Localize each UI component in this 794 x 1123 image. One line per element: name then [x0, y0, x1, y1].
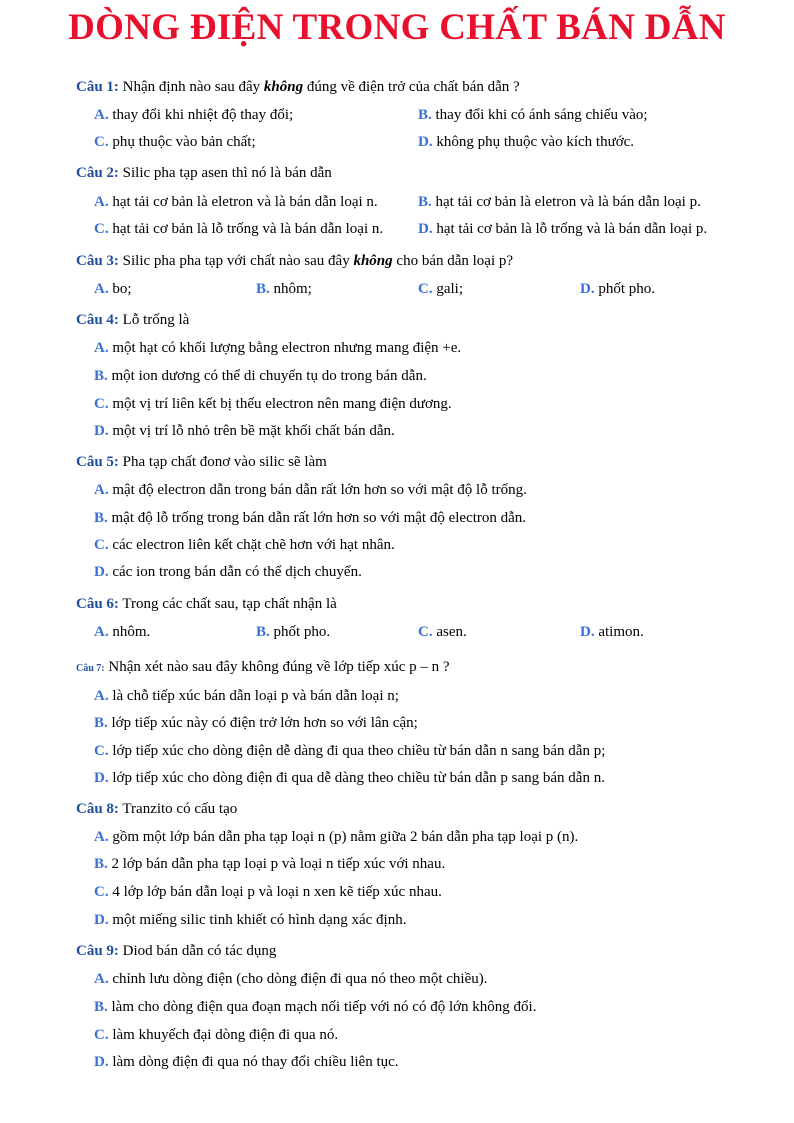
option-text: gali; [432, 281, 464, 297]
option-text: 2 lớp bán dẫn pha tạp loại p và loại n tiếp xúc với nhau. [107, 856, 446, 872]
option-d [94, 562, 362, 582]
question-text: Tranzito có cấu tạo [118, 801, 238, 817]
option-c [418, 279, 463, 299]
option-c [94, 394, 452, 414]
option-letter: D. [94, 770, 109, 786]
option-text: lớp tiếp xúc cho dòng điện đi qua dễ dàng theo chiều từ bán dẫn p sang bán dẫn n. [108, 770, 605, 786]
option-letter: C. [94, 221, 109, 237]
option-b [94, 854, 445, 874]
option-text: asen. [432, 624, 467, 640]
option-letter: C. [94, 396, 109, 412]
option-text: lớp tiếp xúc này có điện trở lớn hơn so với lân cận; [107, 715, 418, 731]
option-c [94, 1025, 338, 1045]
option-b [256, 622, 330, 642]
option-letter: A. [94, 281, 109, 297]
option-text: atimon. [594, 624, 644, 640]
option-c [418, 622, 467, 642]
option-text: bo; [108, 281, 132, 297]
question-label: Câu 3: [76, 253, 119, 269]
question-9 [76, 941, 276, 961]
option-letter: D. [418, 134, 433, 150]
option-letter: B. [418, 194, 432, 210]
option-letter: B. [94, 715, 108, 731]
option-letter: A. [94, 482, 109, 498]
option-b [94, 508, 526, 528]
option-letter: D. [94, 912, 109, 928]
option-letter: A. [94, 688, 109, 704]
option-letter: C. [94, 134, 109, 150]
option-letter: D. [580, 624, 595, 640]
option-a [94, 827, 578, 847]
option-text: một miếng silic tinh khiết có hình dạng xác định. [108, 912, 407, 928]
option-c [94, 132, 256, 152]
option-text: thay đổi khi có ánh sáng chiếu vào; [431, 107, 648, 123]
question-emphasis: không [263, 79, 304, 95]
option-letter: B. [94, 510, 108, 526]
option-text: hạt tải cơ bản là lỗ trống và là bán dẫn loại p. [432, 221, 708, 237]
question-2 [76, 163, 332, 183]
question-text: Pha tạp chất đonơ vào silic sẽ làm [118, 454, 327, 470]
option-letter: B. [256, 281, 270, 297]
option-letter: B. [256, 624, 270, 640]
question-label: Câu 7: [76, 663, 105, 674]
option-letter: A. [94, 194, 109, 210]
option-text: một ion dương có thể di chuyển tụ do trong bán dẫn. [107, 368, 427, 384]
option-c [94, 882, 442, 902]
option-c [94, 741, 605, 761]
option-letter: B. [94, 999, 108, 1015]
question-8 [76, 799, 237, 819]
option-text: là chỗ tiếp xúc bán dẫn loại p và bán dẫn loại n; [108, 688, 399, 704]
question-text: Nhận xét nào sau đây không đúng về lớp tiếp xúc p – n ? [104, 659, 450, 675]
question-text: đúng về điện trở của chất bán dẫn ? [303, 79, 520, 95]
option-letter: D. [94, 564, 109, 580]
question-label: Câu 6: [76, 596, 119, 612]
question-1 [76, 77, 520, 97]
option-text: phốt pho. [594, 281, 656, 297]
option-text: hạt tải cơ bản là eletron và là bán dẫn loại p. [431, 194, 701, 210]
question-text: cho bán dẫn loại p? [392, 253, 514, 269]
option-d [94, 421, 395, 441]
option-b [418, 105, 648, 125]
option-letter: D. [94, 1054, 109, 1070]
option-b [94, 713, 418, 733]
question-4 [76, 310, 189, 330]
option-c [94, 219, 383, 239]
option-d [580, 622, 644, 642]
question-label: Câu 9: [76, 943, 119, 959]
option-letter: C. [94, 743, 109, 759]
option-text: phụ thuộc vào bản chất; [108, 134, 256, 150]
option-letter: A. [94, 107, 109, 123]
option-c [94, 535, 395, 555]
option-text: 4 lớp lớp bán dẫn loại p và loại n xen kẽ tiếp xúc nhau. [108, 884, 442, 900]
option-d [94, 1052, 399, 1072]
option-text: làm khuyếch đại dòng điện đi qua nó. [108, 1027, 339, 1043]
option-letter: A. [94, 624, 109, 640]
option-letter: C. [418, 281, 433, 297]
option-text: lớp tiếp xúc cho dòng điện dễ dàng đi qua theo chiều từ bán dẫn n sang bán dẫn p; [108, 743, 606, 759]
option-a [94, 105, 293, 125]
option-text: một vị trí liên kết bị thếu electron nên mang điện dương. [108, 396, 452, 412]
option-b [94, 366, 427, 386]
option-a [94, 480, 527, 500]
question-text: Nhận định nào sau đây [118, 79, 264, 95]
option-letter: B. [94, 856, 108, 872]
option-letter: A. [94, 971, 109, 987]
page-title: DÒNG ĐIỆN TRONG CHẤT BÁN DẪN [68, 7, 726, 48]
question-text: Silic pha pha tạp với chất nào sau đây [118, 253, 354, 269]
question-text: Silic pha tạp asen thì nó là bán dẫn [118, 165, 332, 181]
option-d [94, 910, 406, 930]
option-d [418, 219, 707, 239]
option-text: các electron liên kết chặt chẽ hơn với hạt nhân. [108, 537, 395, 553]
question-label: Câu 8: [76, 801, 119, 817]
option-d [580, 279, 655, 299]
option-text: nhôm. [108, 624, 151, 640]
option-text: không phụ thuộc vào kích thước. [432, 134, 635, 150]
question-6 [76, 594, 337, 614]
question-3 [76, 251, 513, 271]
option-d [418, 132, 634, 152]
option-letter: A. [94, 829, 109, 845]
option-letter: C. [94, 884, 109, 900]
option-text: chỉnh lưu dòng điện (cho dòng điện đi qua nó theo một chiều). [108, 971, 488, 987]
option-a [94, 622, 150, 642]
question-7 [76, 657, 450, 679]
question-emphasis: không [353, 253, 393, 269]
option-b [256, 279, 312, 299]
option-b [94, 997, 536, 1017]
option-a [94, 969, 487, 989]
option-text: một hạt có khối lượng bằng electron nhưng mang điện +e. [108, 340, 462, 356]
option-a [94, 192, 378, 212]
option-text: gồm một lớp bán dẫn pha tạp loại n (p) nằm giữa 2 bán dẫn pha tạp loại p (n). [108, 829, 579, 845]
option-text: mật độ lỗ trống trong bán dẫn rất lớn hơn so với mật độ electron dẫn. [107, 510, 527, 526]
option-text: nhôm; [269, 281, 312, 297]
option-b [418, 192, 701, 212]
question-label: Câu 1: [76, 79, 119, 95]
question-text: Diod bán dẫn có tác dụng [118, 943, 277, 959]
option-text: thay đổi khi nhiệt độ thay đổi; [108, 107, 294, 123]
option-letter: A. [94, 340, 109, 356]
question-label: Câu 2: [76, 165, 119, 181]
option-letter: B. [94, 368, 108, 384]
question-label: Câu 4: [76, 312, 119, 328]
question-text: Trong các chất sau, tạp chất nhận là [118, 596, 337, 612]
option-letter: D. [580, 281, 595, 297]
question-text: Lỗ trống là [118, 312, 190, 328]
option-letter: D. [418, 221, 433, 237]
option-letter: C. [94, 1027, 109, 1043]
option-text: hạt tải cơ bản là lỗ trống và là bán dẫn loại n. [108, 221, 384, 237]
option-text: làm dòng điện đi qua nó thay đổi chiều liên tục. [108, 1054, 399, 1070]
option-letter: B. [418, 107, 432, 123]
option-text: các ion trong bán dẫn có thể dịch chuyển. [108, 564, 362, 580]
option-text: hạt tải cơ bản là eletron và là bán dẫn loại n. [108, 194, 378, 210]
option-letter: D. [94, 423, 109, 439]
option-text: làm cho dòng điện qua đoạn mạch nối tiếp với nó có độ lớn không đổi. [107, 999, 537, 1015]
option-letter: C. [418, 624, 433, 640]
option-text: một vị trí lỗ nhỏ trên bề mặt khối chất bán dẫn. [108, 423, 395, 439]
option-letter: C. [94, 537, 109, 553]
option-a [94, 338, 461, 358]
option-d [94, 768, 605, 788]
option-a [94, 686, 399, 706]
option-text: phốt pho. [269, 624, 331, 640]
question-label: Câu 5: [76, 454, 119, 470]
question-5 [76, 452, 327, 472]
option-text: mật độ electron dẫn trong bán dẫn rất lớn hơn so với mật độ lỗ trống. [108, 482, 527, 498]
option-a [94, 279, 132, 299]
